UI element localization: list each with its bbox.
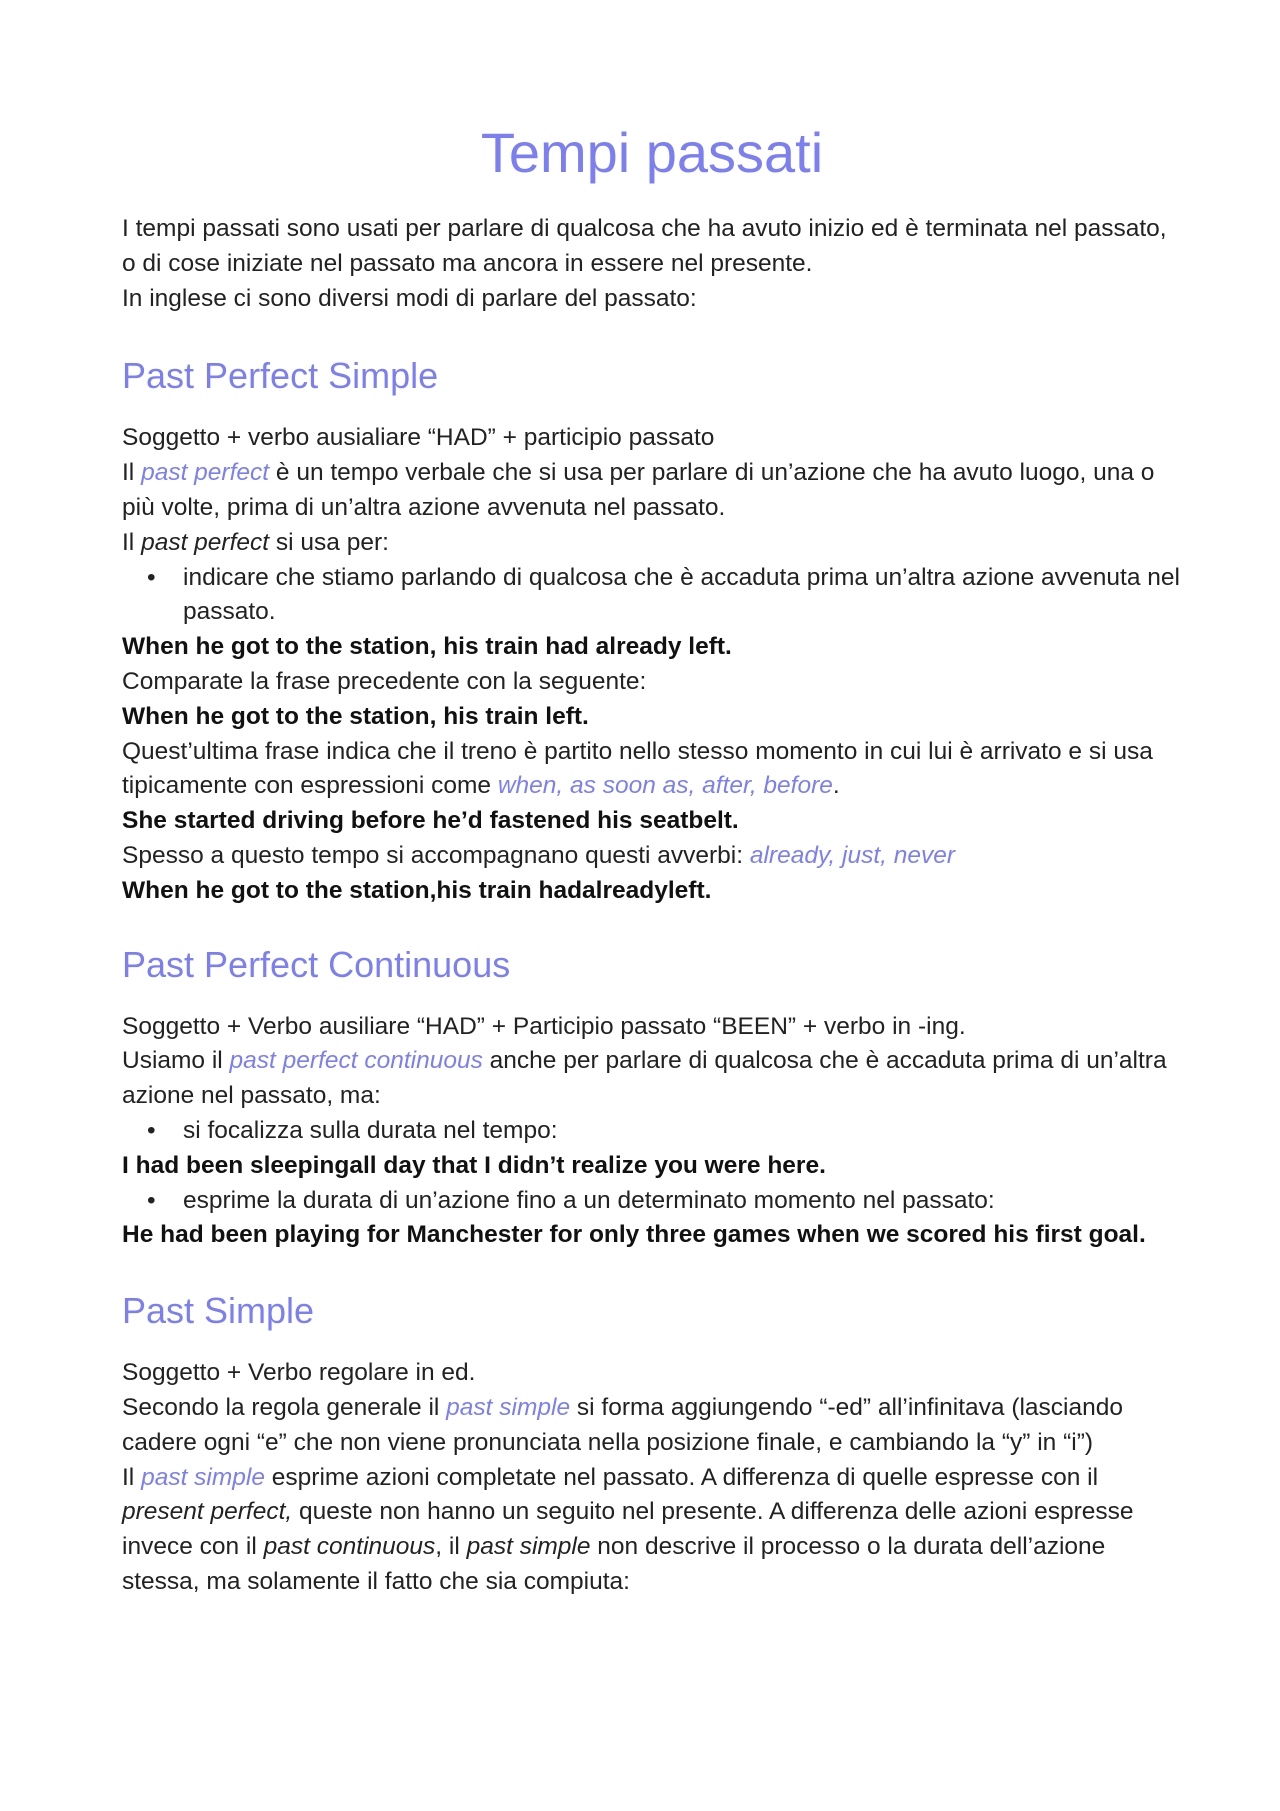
list-item: • indicare che stiamo parlando di qualcosa che è accaduta prima un’altra azione avvenuta nel passato. (122, 561, 1182, 631)
section-heading: Past Simple (122, 1290, 315, 1332)
bullet-list (122, 1184, 1182, 1219)
term-highlight: already, just, never (749, 841, 956, 869)
paragraph: Spesso a questo tempo si accompagnano questi avverbi: already, just, never (122, 841, 956, 869)
page-title: Tempi passati (480, 121, 824, 184)
formula: Soggetto + verbo ausialiare “HAD” + participio passato (122, 424, 715, 452)
section-heading: Past Perfect Simple (122, 355, 439, 397)
example-sentence: When he got to the station, his train left. (122, 702, 589, 730)
paragraph: Secondo la regola generale il past simple si forma aggiungendo “-ed” all’infinitava (lasciando cadere ogni “e” che non viene pronunciata nella posizione finale, e cambiando la “y” in “i”) (122, 1393, 1124, 1456)
document-page (122, 118, 1182, 1600)
term-italic: past continuous (263, 1533, 436, 1561)
paragraph: Comparate la frase precedente con la seguente: (122, 667, 647, 695)
example-sentence: She started driving before he’d fastened his seatbelt. (122, 807, 739, 835)
bullet-icon: • (147, 1116, 156, 1144)
term-highlight: past simple (446, 1393, 571, 1421)
example-sentence: He had been playing for Manchester for only three games when we scored his first goal. (122, 1221, 1146, 1249)
intro-paragraph: I tempi passati sono usati per parlare di qualcosa che ha avuto inizio ed è terminata nel passato, o di cose iniziate nel passato ma ancora in essere nel presente. (122, 215, 1167, 277)
intro (122, 212, 1182, 316)
example-sentence: I had been sleepingall day that I didn’t realize you were here. (122, 1151, 826, 1179)
section-past-perfect-simple (122, 354, 1182, 908)
paragraph: Quest’ultima frase indica che il treno è partito nello stesso momento in cui lui è arrivato e si usa tipicamente con espressioni come when, as soon as, after, before. (122, 737, 1153, 800)
bullet-list (122, 1114, 1182, 1149)
term-italic: past simple (466, 1533, 591, 1561)
bullet-icon: • (147, 563, 156, 591)
section-past-perfect-continuous (122, 943, 1182, 1254)
term-highlight: past perfect continuous (229, 1047, 483, 1075)
usage-intro: Il past perfect si usa per: (122, 528, 389, 556)
term-highlight: past perfect (141, 459, 270, 487)
list-item: • si focalizza sulla durata nel tempo: (122, 1114, 1182, 1149)
section-past-simple (122, 1289, 1182, 1600)
intro-paragraph: In inglese ci sono diversi modi di parlare del passato: (122, 284, 697, 312)
paragraph: Il past simple esprime azioni completate nel passato. A differenza di quelle espresse con il present perfect, queste non hanno un seguito nel presente. A differenza delle azioni espresse invece con il past continuous, il past simple non descrive il processo o la durata dell’azione stessa, ma solamente il fatto che sia compiuta: (122, 1463, 1134, 1595)
bullet-icon: • (147, 1186, 156, 1214)
formula: Soggetto + Verbo ausiliare “HAD” + Participio passato “BEEN” + verbo in -ing. (122, 1012, 966, 1040)
list-item: • esprime la durata di un’azione fino a un determinato momento nel passato: (122, 1184, 1182, 1219)
term-highlight: past simple (141, 1463, 265, 1491)
term-italic: present perfect, (122, 1498, 293, 1526)
bullet-list (122, 561, 1182, 631)
paragraph: Usiamo il past perfect continuous anche per parlare di qualcosa che è accaduta prima di un’altra azione nel passato, ma: (122, 1047, 1167, 1110)
section-heading: Past Perfect Continuous (122, 943, 511, 985)
example-sentence: When he got to the station,his train hadalreadyleft. (122, 876, 712, 904)
term-italic: past perfect (141, 528, 270, 556)
example-sentence: When he got to the station, his train had already left. (122, 633, 732, 661)
formula: Soggetto + Verbo regolare in ed. (122, 1359, 476, 1387)
term-highlight: when, as soon as, after, before (497, 772, 833, 800)
definition: Il past perfect è un tempo verbale che si usa per parlare di un’azione che ha avuto luogo, una o più volte, prima di un’altra azione avvenuta nel passato. (122, 459, 1155, 521)
